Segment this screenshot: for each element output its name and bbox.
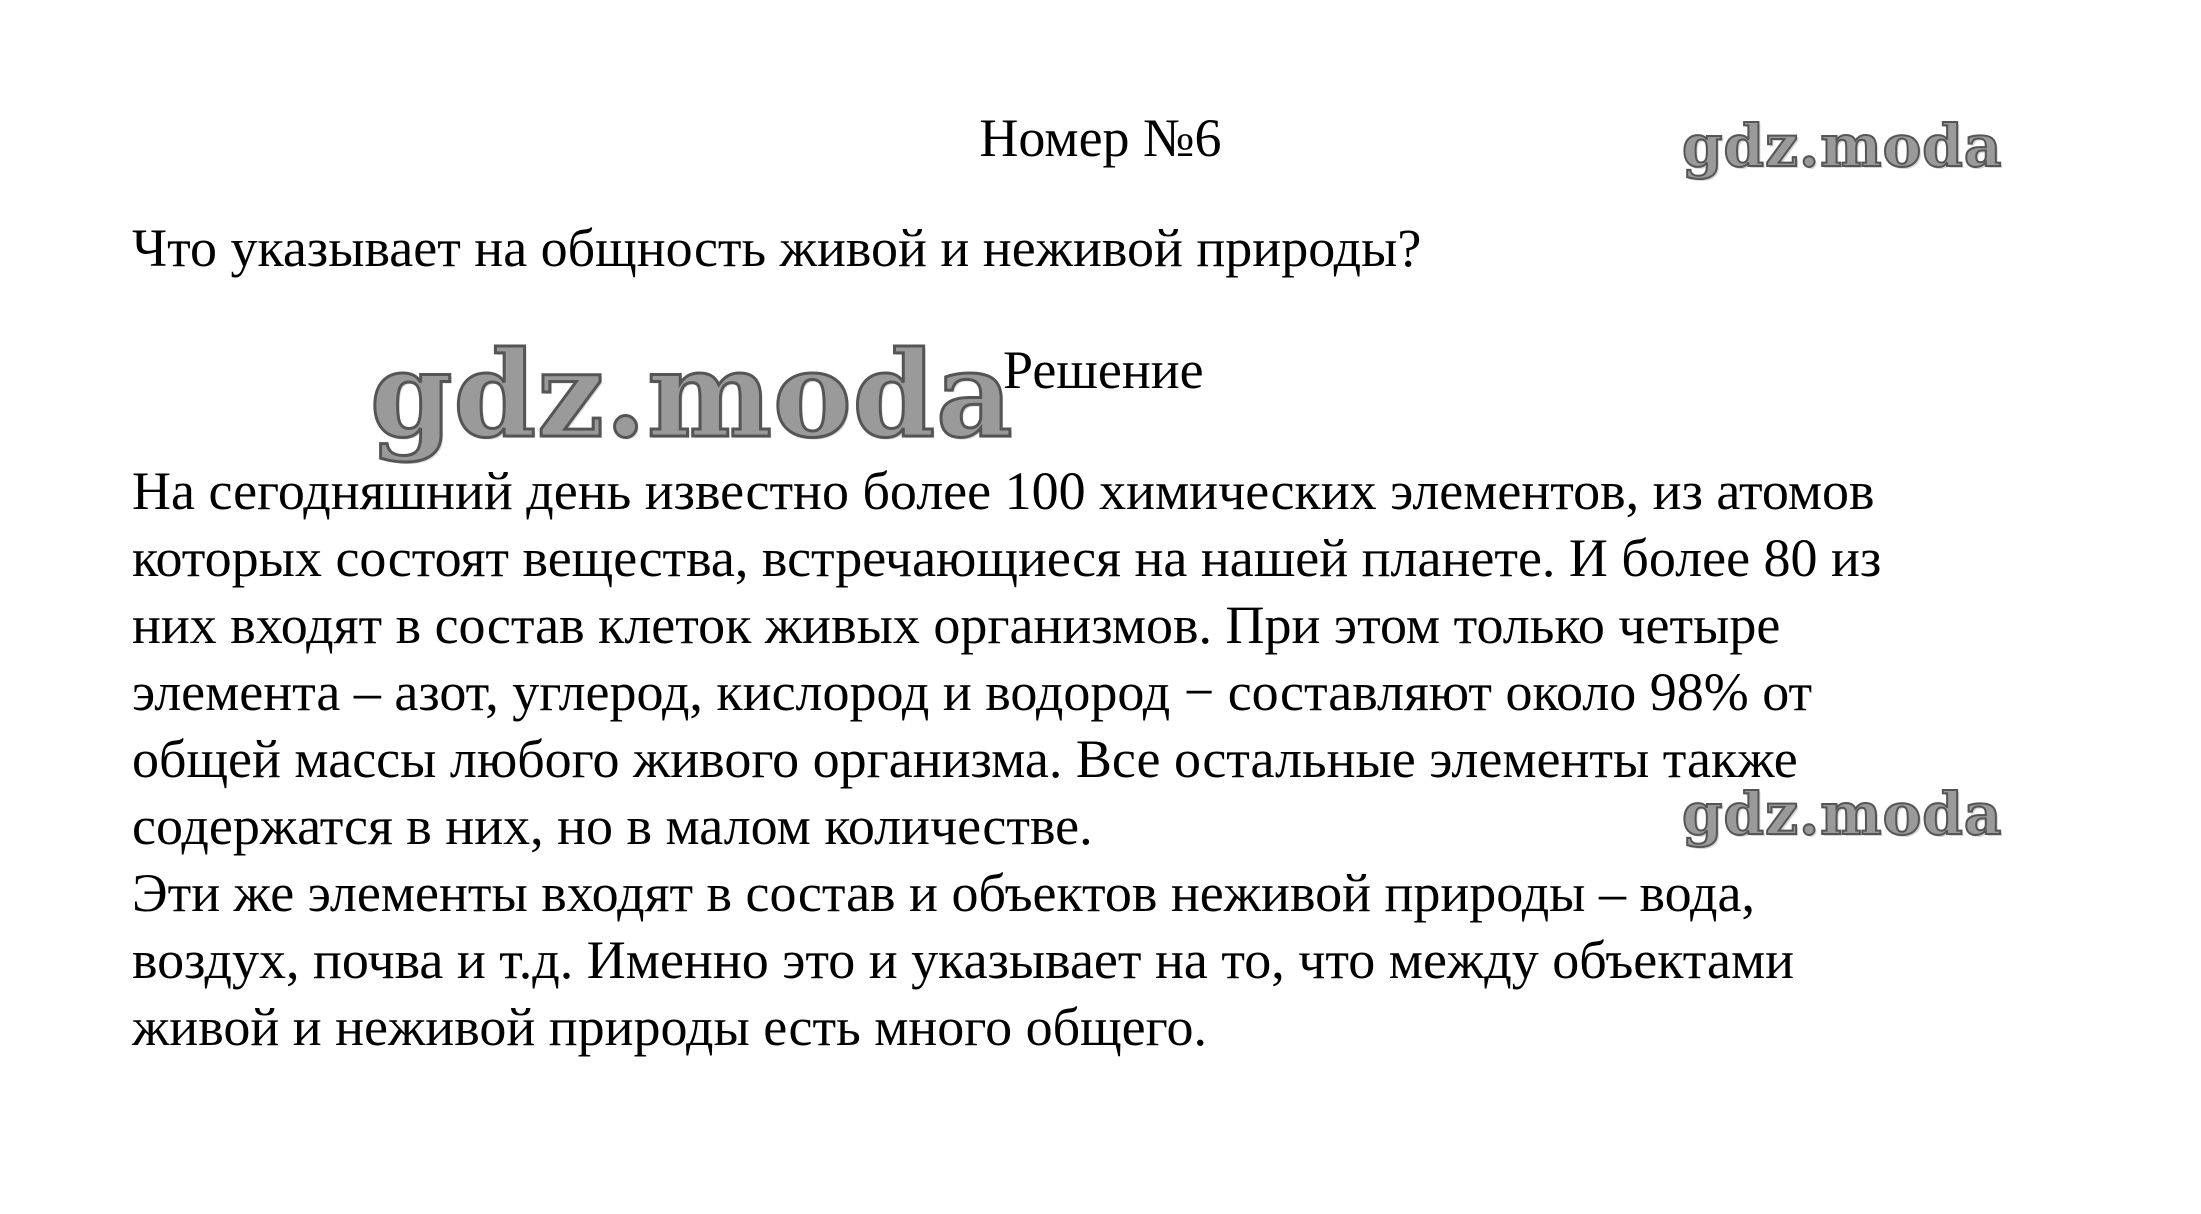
watermark-logo-bottom: gdz.moda: [1682, 780, 2003, 848]
body-line: них входят в состав клеток живых организмов. При этом только четыре: [132, 595, 1781, 655]
watermark-logo-large: gdz.moda: [370, 325, 1014, 464]
watermark-logo-top: gdz.moda: [1682, 112, 2003, 180]
body-line: которых состоят вещества, встречающиеся на нашей планете. И более 80 из: [132, 528, 1882, 588]
body-line: живой и неживой природы есть много общего.: [132, 997, 1207, 1057]
body-line: элемента – азот, углерод, кислород и водород − составляют около 98% от: [132, 662, 1813, 722]
body-line: воздух, почва и т.д. Именно это и указывает на то, что между объектами: [132, 930, 1795, 990]
question-text: Что указывает на общность живой и неживой природы?: [132, 218, 1422, 278]
body-line: На сегодняшний день известно более 100 химических элементов, из атомов: [132, 461, 1875, 521]
body-line: общей массы любого живого организма. Все остальные элементы также: [132, 729, 1798, 789]
body-line: содержатся в них, но в малом количестве.: [132, 796, 1093, 856]
solution-heading: Решение: [1003, 340, 1204, 400]
body-line: Эти же элементы входят в состав и объектов неживой природы – вода,: [132, 863, 1755, 923]
solution-body: [132, 458, 2132, 1061]
page-title: Номер №6: [979, 108, 1222, 168]
